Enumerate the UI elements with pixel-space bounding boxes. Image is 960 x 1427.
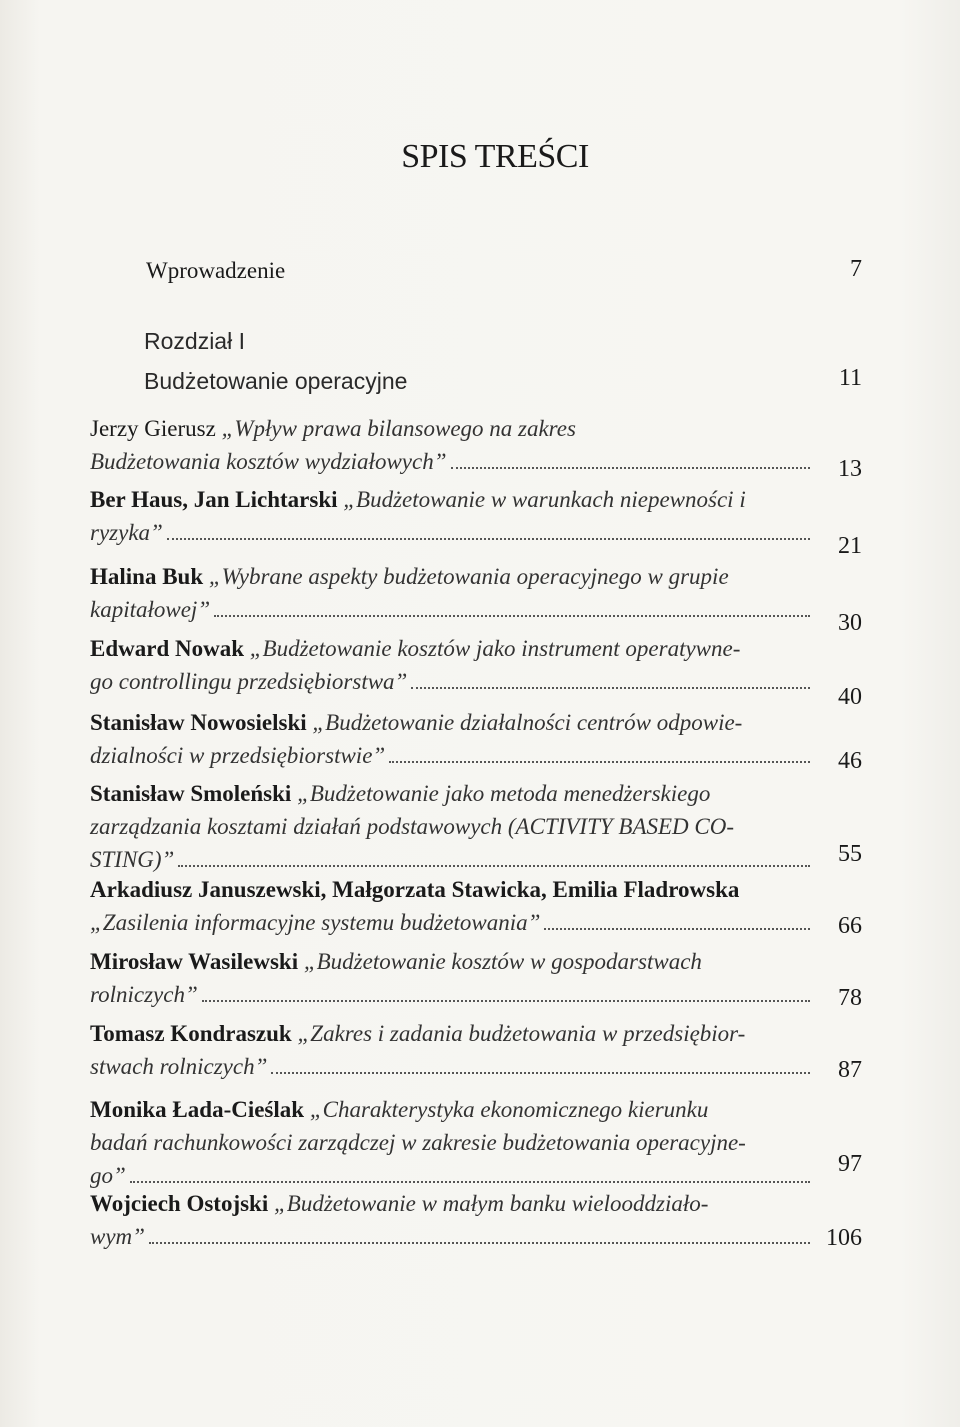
- entry-title-line2: kapitałowej”: [90, 597, 211, 622]
- leader-dots: [130, 1180, 810, 1183]
- entry-page: 66: [838, 913, 862, 939]
- toc-entry: [90, 945, 860, 1011]
- intro-label: Wprowadzenie: [146, 258, 286, 283]
- entry-title-line2: stwach rolniczych”: [90, 1054, 268, 1079]
- entry-page: 13: [838, 456, 862, 482]
- toc-entry: [90, 412, 862, 482]
- entry-author: Halina Buk: [90, 564, 204, 589]
- leader-dots: [271, 1071, 810, 1074]
- entry-page: 87: [838, 1057, 862, 1083]
- page-title: SPIS TREŚCI: [401, 138, 589, 175]
- toc-entry: [90, 560, 862, 636]
- entry-title-line1: „Wpływ prawa bilansowego na zakres: [221, 416, 576, 441]
- entry-author: Monika Łada-Cieślak: [90, 1097, 305, 1122]
- entry-title-line2: badań rachunkowości zarządczej w zakresie budżetowania operacyjne-: [90, 1130, 746, 1155]
- entry-author: Stanisław Nowosielski: [90, 710, 307, 735]
- leader-dots: [544, 927, 810, 930]
- entry-author: Edward Nowak: [90, 636, 245, 661]
- entry-author: Tomasz Kondraszuk: [90, 1021, 292, 1046]
- entry-title-line1: „Budżetowanie jako metoda menedżerskiego: [297, 781, 711, 806]
- entry-title-line1: „Zakres i zadania budżetowania w przedsiębior-: [297, 1021, 746, 1046]
- leader-dots: [178, 864, 810, 867]
- leader-dots: [389, 760, 810, 763]
- toc-entry: [90, 1017, 860, 1083]
- entry-title-line2: zarządzania kosztami działań podstawowych (ACTIVITY BASED CO-: [90, 814, 735, 839]
- entry-title-line1: „Wybrane aspekty budżetowania operacyjnego w grupie: [208, 564, 729, 589]
- entry-page: 55: [838, 841, 862, 867]
- entry-title-line3: STING)”: [90, 847, 175, 872]
- entry-author: Jerzy Gierusz: [90, 416, 216, 441]
- entry-title-line2: rolniczych”: [90, 982, 198, 1007]
- entry-page: 78: [838, 985, 862, 1011]
- chapter-label: Rozdział I: [144, 328, 245, 354]
- entry-title-line2: Budżetowania kosztów wydziałowych”: [90, 449, 447, 474]
- toc-entry: [90, 632, 862, 710]
- entry-author: Arkadiusz Januszewski, Małgorzata Stawicka, Emilia Fladrowska: [90, 877, 740, 902]
- entry-title-line1: „Budżetowanie w warunkach niepewności i: [343, 487, 746, 512]
- toc-intro: [90, 254, 860, 287]
- entry-page: 30: [838, 610, 862, 636]
- leader-dots: [167, 537, 810, 540]
- leader-dots: [411, 686, 810, 689]
- entry-title-line1: „Budżetowanie kosztów jako instrument operatywne-: [249, 636, 741, 661]
- entry-title-line1: „Charakterystyka ekonomicznego kierunku: [309, 1097, 709, 1122]
- toc-entry: [90, 777, 860, 876]
- entry-author: Mirosław Wasilewski: [90, 949, 299, 974]
- chapter-page: 11: [838, 365, 862, 391]
- entry-page: 97: [838, 1151, 862, 1177]
- intro-page: 7: [850, 256, 862, 282]
- toc-entry: [90, 483, 862, 559]
- toc-entry: [90, 873, 860, 939]
- entry-title-line2: dzialności w przedsiębiorstwie”: [90, 743, 386, 768]
- entry-title-line3: go”: [90, 1163, 126, 1188]
- entry-author: Ber Haus, Jan Lichtarski: [90, 487, 338, 512]
- leader-dots: [451, 466, 811, 469]
- entry-title-line2: „Zasilenia informacyjne systemu budżetowania”: [90, 910, 541, 935]
- entry-page: 21: [838, 533, 862, 559]
- entry-page: 106: [826, 1225, 862, 1251]
- entry-title-line1: „Budżetowanie w małym banku wielooddziało-: [274, 1191, 709, 1216]
- entry-author: Stanisław Smoleński: [90, 781, 292, 806]
- entry-page: 46: [838, 748, 862, 774]
- leader-dots: [202, 999, 810, 1002]
- entry-title-line2: wym”: [90, 1224, 145, 1249]
- toc-entry: [90, 706, 860, 772]
- chapter-title: Budżetowanie operacyjne: [144, 368, 408, 394]
- entry-title-line1: „Budżetowanie działalności centrów odpowie-: [312, 710, 743, 735]
- entry-title-line1: „Budżetowanie kosztów w gospodarstwach: [303, 949, 702, 974]
- entry-title-line2: go controllingu przedsiębiorstwa”: [90, 669, 408, 694]
- leader-dots: [214, 614, 810, 617]
- entry-author: Wojciech Ostojski: [90, 1191, 269, 1216]
- toc-chapter: [90, 325, 860, 398]
- leader-dots: [149, 1241, 810, 1244]
- entry-page: 40: [838, 684, 862, 710]
- toc-entry: [90, 1187, 860, 1253]
- entry-title-line2: ryzyka”: [90, 520, 163, 545]
- toc-entry: [90, 1093, 860, 1192]
